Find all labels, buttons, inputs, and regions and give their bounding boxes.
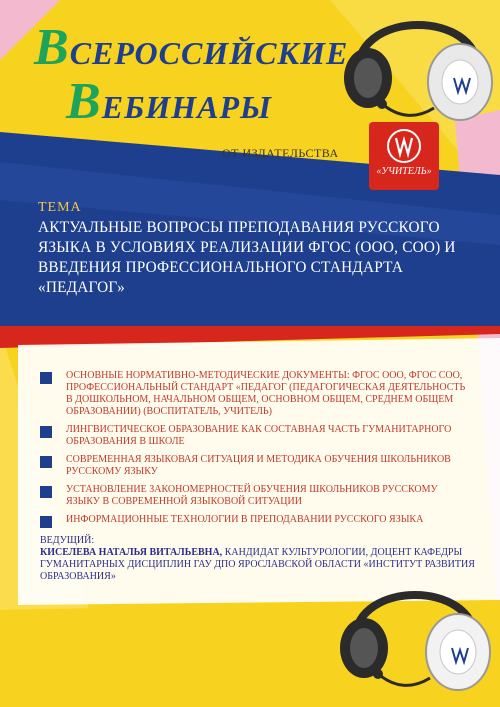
bullet-square-icon	[40, 456, 52, 468]
list-item-text: ИНФОРМАЦИОННЫЕ ТЕХНОЛОГИИ В ПРЕПОДАВАНИИ РУССКОГО ЯЗЫКА	[66, 514, 424, 525]
topic-label: ТЕМА	[38, 200, 82, 215]
headphones-icon	[338, 0, 500, 132]
publisher-text: ОТ ИЗДАТЕЛЬСТВА	[222, 146, 339, 160]
title-rest-1: СЕРОССИЙСКИЕ	[69, 35, 349, 71]
topic-text: АКТУАЛЬНЫЕ ВОПРОСЫ ПРЕПОДАВАНИЯ РУССКОГО ЯЗЫКА В УСЛОВИЯХ РЕАЛИЗАЦИИ ФГОС (ООО, СОО) И ВВЕДЕНИЯ ПРОФЕССИОНАЛЬНОГО СТАНДАРТА «ПЕДАГОГ»	[38, 219, 456, 296]
title-line-1	[34, 18, 348, 77]
list-item	[40, 484, 470, 508]
title-initial-2: В	[66, 73, 102, 130]
logo-word: «УЧИТЕЛЬ»	[376, 166, 432, 177]
list-item-text: СОВРЕМЕННАЯ ЯЗЫКОВАЯ СИТУАЦИЯ И МЕТОДИКА ОБУЧЕНИЯ ШКОЛЬНИКОВ РУССКОМУ ЯЗЫКУ	[66, 454, 451, 477]
bullet-square-icon	[40, 372, 52, 384]
list-item-text: ЛИНГВИСТИЧЕСКОЕ ОБРАЗОВАНИЕ КАК СОСТАВНАЯ ЧАСТЬ ГУМАНИТАРНОГО ОБРАЗОВАНИЯ В ШКОЛЕ	[66, 424, 452, 447]
publisher-logo	[369, 122, 439, 190]
list-item	[40, 514, 470, 526]
title-line-2	[66, 72, 272, 131]
bullet-square-icon	[40, 426, 52, 438]
program-list	[40, 370, 470, 532]
host-details: КАНДИДАТ КУЛЬТУРОЛОГИИ, ДОЦЕНТ КАФЕДРЫ ГУМАНИТАРНЫХ ДИСЦИПЛИН ГАУ ДПО ЯРОСЛАВСКОЙ ОБЛАСТИ «ИНСТИТУТ РАЗВИТИЯ ОБРАЗОВАНИЯ»	[40, 547, 475, 582]
list-item	[40, 424, 470, 448]
list-item	[40, 454, 470, 478]
host-label: ВЕДУЩИЙ:	[40, 535, 95, 546]
list-item-text: ОСНОВНЫЕ НОРМАТИВНО-МЕТОДИЧЕСКИЕ ДОКУМЕНТЫ: ФГОС ООО, ФГОС СОО, ПРОФЕССИОНАЛЬНЫЙ СТАНДАРТ «ПЕДАГОГ (ПЕДАГОГИЧЕСКАЯ ДЕЯТЕЛЬНОСТЬ В ДОШКОЛЬНОМ, НАЧАЛЬНОМ ОБЩЕМ, ОСНОВНОМ ОБЩЕМ, СРЕДНЕМ ОБЩЕМ ОБРАЗОВАНИИ) (ВОСПИТАТЕЛЬ, УЧИТЕЛЬ)	[66, 370, 466, 417]
bullet-square-icon	[40, 486, 52, 498]
host-name: КИСЕЛЕВА НАТАЛЬЯ ВИТАЛЬЕВНА,	[40, 547, 223, 558]
title-rest-2: ЕБИНАРЫ	[101, 89, 273, 125]
bullet-square-icon	[40, 516, 52, 528]
title-initial-1: В	[34, 19, 70, 76]
list-item-text: УСТАНОВЛЕНИЕ ЗАКОНОМЕРНОСТЕЙ ОБУЧЕНИЯ ШКОЛЬНИКОВ РУССКОМУ ЯЗЫКУ В СОВРЕМЕННОЙ ЯЗЫКОВОЙ СИТУАЦИИ	[66, 484, 438, 507]
list-item	[40, 370, 470, 418]
host-info	[40, 535, 480, 583]
